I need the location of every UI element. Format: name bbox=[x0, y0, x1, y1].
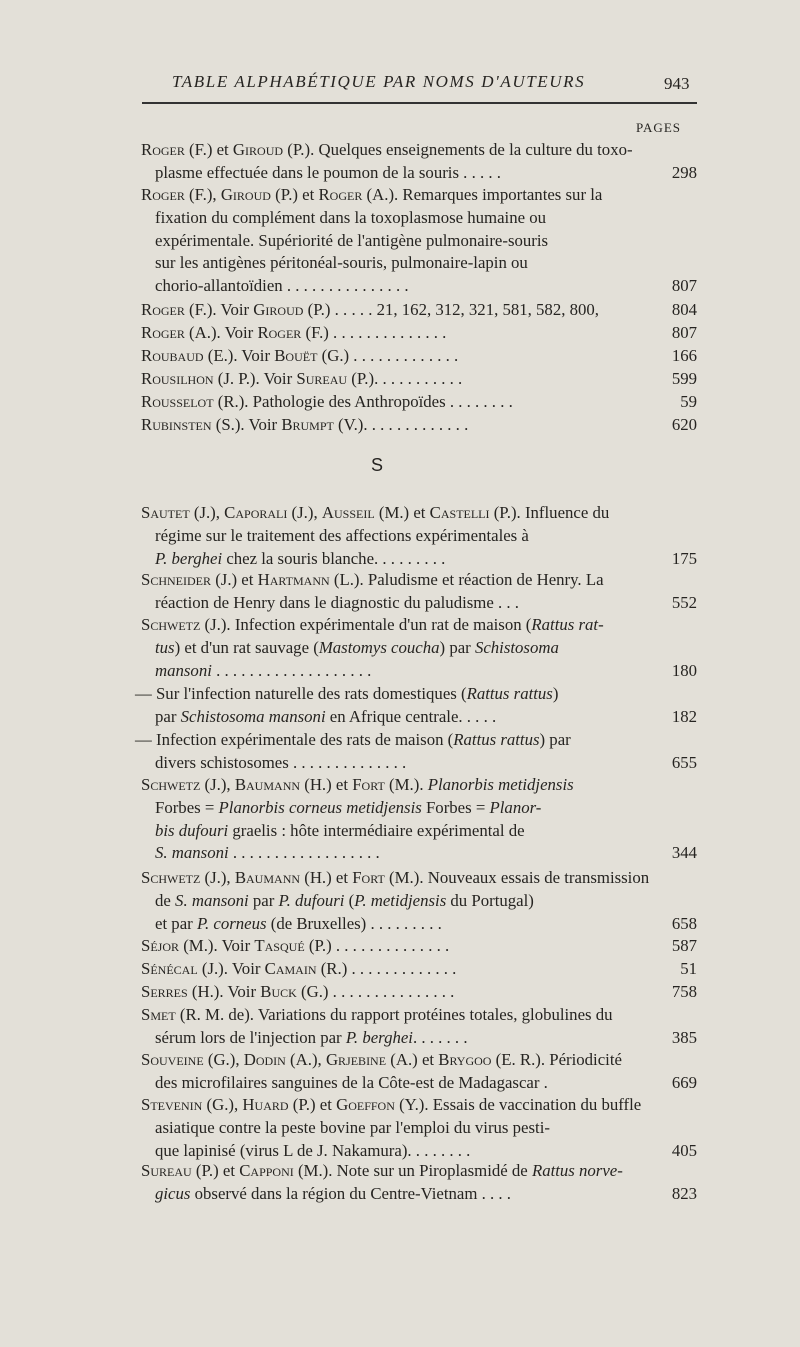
index-entry bbox=[135, 729, 697, 775]
entry-line: divers schistosomes . . . . . . . . . . . . . . 655 bbox=[148, 752, 697, 775]
page-reference: 758 bbox=[671, 982, 697, 1001]
entry-line: Forbes = Planorbis corneus metidjensis Forbes = Planor- bbox=[155, 797, 542, 817]
entry-line: — Infection expérimentale des rats de maison (Rattus rattus) par bbox=[135, 730, 571, 749]
author-name: Séjor bbox=[141, 936, 180, 955]
index-entry bbox=[141, 774, 697, 865]
entry-line: plasme effectuée dans le poumon de la souris . . . . . 298 bbox=[148, 162, 697, 185]
entry-line: et par P. corneus (de Bruxelles) . . . . . . . . . 658 bbox=[148, 913, 697, 936]
index-entry bbox=[141, 139, 697, 185]
entry-line: gicus observé dans la région du Centre-Vietnam . . . . 823 bbox=[148, 1183, 697, 1206]
entry-line: Souveine (G.), Dodin (A.), Grjebine (A.) et Brygoo (E. R.). Périodicité bbox=[141, 1050, 622, 1069]
entry-line: S. mansoni . . . . . . . . . . . . . . . . . . 344 bbox=[148, 842, 697, 865]
italic-term: mansoni bbox=[155, 660, 212, 680]
author-name: Roger bbox=[318, 185, 363, 204]
entry-line: par Schistosoma mansoni en Afrique centrale. . . . . 182 bbox=[148, 706, 697, 729]
italic-term: gicus bbox=[155, 1183, 191, 1203]
italic-term: Mastomys coucha bbox=[318, 637, 440, 657]
author-name: Smet bbox=[141, 1005, 176, 1024]
author-name: Sureau bbox=[141, 1161, 192, 1180]
author-name: Sénécal bbox=[141, 959, 198, 978]
italic-term: P. dufouri bbox=[278, 890, 345, 910]
index-entry bbox=[141, 184, 697, 298]
index-entry bbox=[141, 1004, 697, 1050]
page-reference: 807 bbox=[671, 323, 697, 342]
author-name: Bouët bbox=[274, 346, 318, 365]
entry-line: Rubinsten (S.). Voir Brumpt (V.). . . . . . . . . . . . . 620 bbox=[141, 414, 697, 437]
author-name: Roger bbox=[257, 323, 302, 342]
entry-line: de S. mansoni par P. dufouri (P. metidjensis du Portugal) bbox=[155, 890, 534, 910]
page-reference: 669 bbox=[671, 1072, 697, 1092]
italic-term: P. berghei bbox=[345, 1027, 413, 1047]
author-name: Giroud bbox=[232, 140, 284, 159]
page-reference: 51 bbox=[680, 959, 697, 978]
index-entry bbox=[141, 958, 697, 981]
page-reference: 59 bbox=[680, 392, 697, 411]
index-entry bbox=[141, 1160, 697, 1206]
italic-term: S. mansoni bbox=[155, 843, 229, 863]
author-name: Roger bbox=[141, 185, 185, 204]
author-name: Sautet bbox=[141, 503, 190, 522]
author-name: Rubinsten bbox=[141, 415, 212, 434]
entry-line: Sautet (J.), Caporali (J.), Ausseil (M.) et Castelli (P.). Influence du bbox=[141, 503, 610, 522]
index-entry bbox=[141, 299, 697, 322]
entry-line: — Sur l'infection naturelle des rats domestiques (Rattus rattus) bbox=[135, 684, 559, 703]
entry-line: Schneider (J.) et Hartmann (L.). Paludisme et réaction de Henry. La bbox=[141, 570, 604, 589]
index-entry bbox=[141, 935, 697, 958]
entry-line: Stevenin (G.), Huard (P.) et Goeffon (Y.). Essais de vaccination du buffle bbox=[141, 1095, 642, 1114]
author-name: Rousselot bbox=[141, 392, 214, 411]
page-reference: 405 bbox=[671, 1140, 697, 1160]
entry-line: Sénécal (J.). Voir Camain (R.) . . . . . . . . . . . . . 51 bbox=[141, 958, 697, 981]
author-name: Schwetz bbox=[141, 868, 201, 887]
page-reference: 658 bbox=[671, 913, 697, 933]
author-name: Roger bbox=[141, 323, 185, 342]
index-entry bbox=[135, 683, 697, 729]
author-name: Souveine bbox=[141, 1050, 204, 1069]
italic-term: Rattus norve- bbox=[531, 1161, 623, 1180]
author-name: Roger bbox=[141, 140, 185, 159]
author-name: Roger bbox=[141, 300, 185, 319]
entry-line: Roger (A.). Voir Roger (F.) . . . . . . . . . . . . . . 807 bbox=[141, 322, 697, 345]
entry-line: Rousilhon (J. P.). Voir Sureau (P.). . . . . . . . . . . 599 bbox=[141, 368, 697, 391]
author-name: Fort bbox=[352, 868, 385, 887]
author-name: Tasqué bbox=[254, 936, 305, 955]
page-reference: 807 bbox=[671, 276, 697, 296]
entry-line: Serres (H.). Voir Buck (G.) . . . . . . . . . . . . . . . 758 bbox=[141, 981, 697, 1004]
index-entry bbox=[141, 414, 697, 437]
italic-term: Planor- bbox=[489, 797, 542, 817]
index-entry bbox=[141, 867, 697, 935]
page-reference: 587 bbox=[671, 936, 697, 955]
author-name: Schneider bbox=[141, 570, 211, 589]
author-name: Castelli bbox=[429, 503, 490, 522]
entry-line: sur les antigènes péritonéal-souris, pulmonaire-lapin ou bbox=[155, 253, 528, 273]
index-entry bbox=[141, 1049, 697, 1095]
page-reference: 180 bbox=[671, 660, 697, 680]
page-reference: 599 bbox=[671, 369, 697, 388]
author-name: Caporali bbox=[224, 503, 288, 522]
page-number: 943 bbox=[664, 74, 690, 93]
entry-line: régime sur le traitement des affections expérimentales à bbox=[155, 525, 529, 545]
author-name: Camain bbox=[264, 959, 317, 978]
author-name: Dodin bbox=[243, 1050, 286, 1069]
page-reference: 655 bbox=[671, 752, 697, 772]
italic-term: tus bbox=[155, 637, 175, 657]
page-reference: 804 bbox=[671, 300, 697, 319]
entry-line: que lapinisé (virus L de J. Nakamura). . . . . . . . 405 bbox=[148, 1140, 697, 1163]
page-reference: 175 bbox=[671, 548, 697, 568]
italic-term: Schistosoma mansoni bbox=[180, 706, 326, 726]
entry-line: chorio-allantoïdien . . . . . . . . . . . . . . . 807 bbox=[148, 275, 697, 298]
entry-line: expérimentale. Supériorité de l'antigène pulmonaire-souris bbox=[155, 230, 549, 250]
running-title: TABLE ALPHABÉTIQUE PAR NOMS D'AUTEURS bbox=[172, 72, 586, 91]
index-entry bbox=[141, 368, 697, 391]
author-name: Huard bbox=[242, 1095, 289, 1114]
page-reference: 823 bbox=[671, 1183, 697, 1203]
italic-term: Planorbis corneus metidjensis bbox=[218, 797, 422, 817]
page-reference: 344 bbox=[671, 843, 697, 863]
entry-line: fixation du complément dans la toxoplasmose humaine ou bbox=[155, 207, 547, 227]
italic-term: Rattus rat- bbox=[531, 615, 604, 634]
italic-term: P. corneus bbox=[196, 913, 267, 933]
index-entry bbox=[141, 1094, 697, 1162]
index-entry bbox=[141, 502, 697, 570]
page-reference: 385 bbox=[671, 1027, 697, 1047]
italic-term: Rattus rattus bbox=[453, 730, 540, 749]
entry-line: Sureau (P.) et Capponi (M.). Note sur un Piroplasmidé de Rattus norve- bbox=[141, 1161, 623, 1180]
entry-line: bis dufouri graelis : hôte intermédiaire expérimental de bbox=[155, 820, 525, 840]
author-name: Ausseil bbox=[321, 503, 375, 522]
entry-line: Roger (F.), Giroud (P.) et Roger (A.). Remarques importantes sur la bbox=[141, 185, 603, 204]
entry-line: Rousselot (R.). Pathologie des Anthropoïdes . . . . . . . . 59 bbox=[141, 391, 697, 414]
entry-line: Roger (F.) et Giroud (P.). Quelques enseignements de la culture du toxo- bbox=[141, 140, 633, 159]
entry-line: Roger (F.). Voir Giroud (P.) . . . . . 21, 162, 312, 321, 581, 582, 800, 804 bbox=[141, 299, 697, 322]
entry-line: mansoni . . . . . . . . . . . . . . . . . . . 180 bbox=[148, 660, 697, 683]
italic-term: Rattus rattus bbox=[466, 684, 553, 703]
page-reference: 298 bbox=[671, 162, 697, 182]
entry-line: sérum lors de l'injection par P. berghei. . . . . . . 385 bbox=[148, 1027, 697, 1050]
author-name: Brygoo bbox=[438, 1050, 492, 1069]
index-entry bbox=[141, 345, 697, 368]
entry-line: tus) et d'un rat sauvage (Mastomys coucha) par Schistosoma bbox=[155, 637, 559, 657]
entry-line: asiatique contre la peste bovine par l'emploi du virus pesti- bbox=[155, 1117, 550, 1137]
italic-term: Planorbis metidjensis bbox=[427, 775, 574, 794]
italic-term: S. mansoni bbox=[175, 890, 249, 910]
author-name: Giroud bbox=[253, 300, 304, 319]
author-name: Buck bbox=[260, 982, 297, 1001]
author-name: Serres bbox=[141, 982, 188, 1001]
entry-line: Roubaud (E.). Voir Bouët (G.) . . . . . . . . . . . . . 166 bbox=[141, 345, 697, 368]
author-name: Fort bbox=[352, 775, 385, 794]
index-entry bbox=[141, 569, 697, 615]
author-name: Brumpt bbox=[281, 415, 334, 434]
author-name: Schwetz bbox=[141, 615, 201, 634]
entry-line: Smet (R. M. de). Variations du rapport protéines totales, globulines du bbox=[141, 1005, 613, 1024]
author-name: Grjebine bbox=[325, 1050, 387, 1069]
italic-term: bis dufouri bbox=[155, 820, 229, 840]
author-name: Roubaud bbox=[141, 346, 204, 365]
author-name: Giroud bbox=[220, 185, 271, 204]
section-letter: S bbox=[371, 455, 384, 475]
author-name: Hartmann bbox=[257, 570, 330, 589]
entry-line: Schwetz (J.). Infection expérimentale d'un rat de maison (Rattus rat- bbox=[141, 615, 604, 634]
author-name: Goeffon bbox=[336, 1095, 395, 1114]
entry-line: des microfilaires sanguines de la Côte-est de Madagascar . 669 bbox=[148, 1072, 697, 1095]
index-entry bbox=[141, 614, 697, 682]
page-reference: 620 bbox=[671, 415, 697, 434]
italic-term: P. berghei bbox=[155, 548, 223, 568]
entry-line: Schwetz (J.), Baumann (H.) et Fort (M.). Planorbis metidjensis bbox=[141, 775, 574, 794]
entry-line: réaction de Henry dans le diagnostic du paludisme . . . 552 bbox=[148, 592, 697, 615]
index-entry bbox=[141, 391, 697, 414]
page-reference: 552 bbox=[671, 592, 697, 612]
author-name: Schwetz bbox=[141, 775, 201, 794]
page-reference: 182 bbox=[671, 706, 697, 726]
author-name: Stevenin bbox=[141, 1095, 203, 1114]
author-name: Baumann bbox=[234, 775, 301, 794]
entry-line: P. berghei chez la souris blanche. . . . . . . . . 175 bbox=[148, 548, 697, 571]
author-name: Sureau bbox=[296, 369, 348, 388]
index-entry bbox=[141, 322, 697, 345]
header-rule bbox=[142, 102, 697, 104]
page-reference: 166 bbox=[671, 346, 697, 365]
author-name: Baumann bbox=[234, 868, 301, 887]
entry-line: Schwetz (J.), Baumann (H.) et Fort (M.). Nouveaux essais de transmission bbox=[141, 868, 650, 887]
entry-line: Séjor (M.). Voir Tasqué (P.) . . . . . . . . . . . . . . 587 bbox=[141, 935, 697, 958]
pages-column-label: PAGES bbox=[636, 120, 681, 135]
author-name: Capponi bbox=[239, 1161, 294, 1180]
italic-term: P. metidjensis bbox=[354, 890, 447, 910]
italic-term: Schistosoma bbox=[474, 637, 559, 657]
author-name: Rousilhon bbox=[141, 369, 214, 388]
index-entry bbox=[141, 981, 697, 1004]
